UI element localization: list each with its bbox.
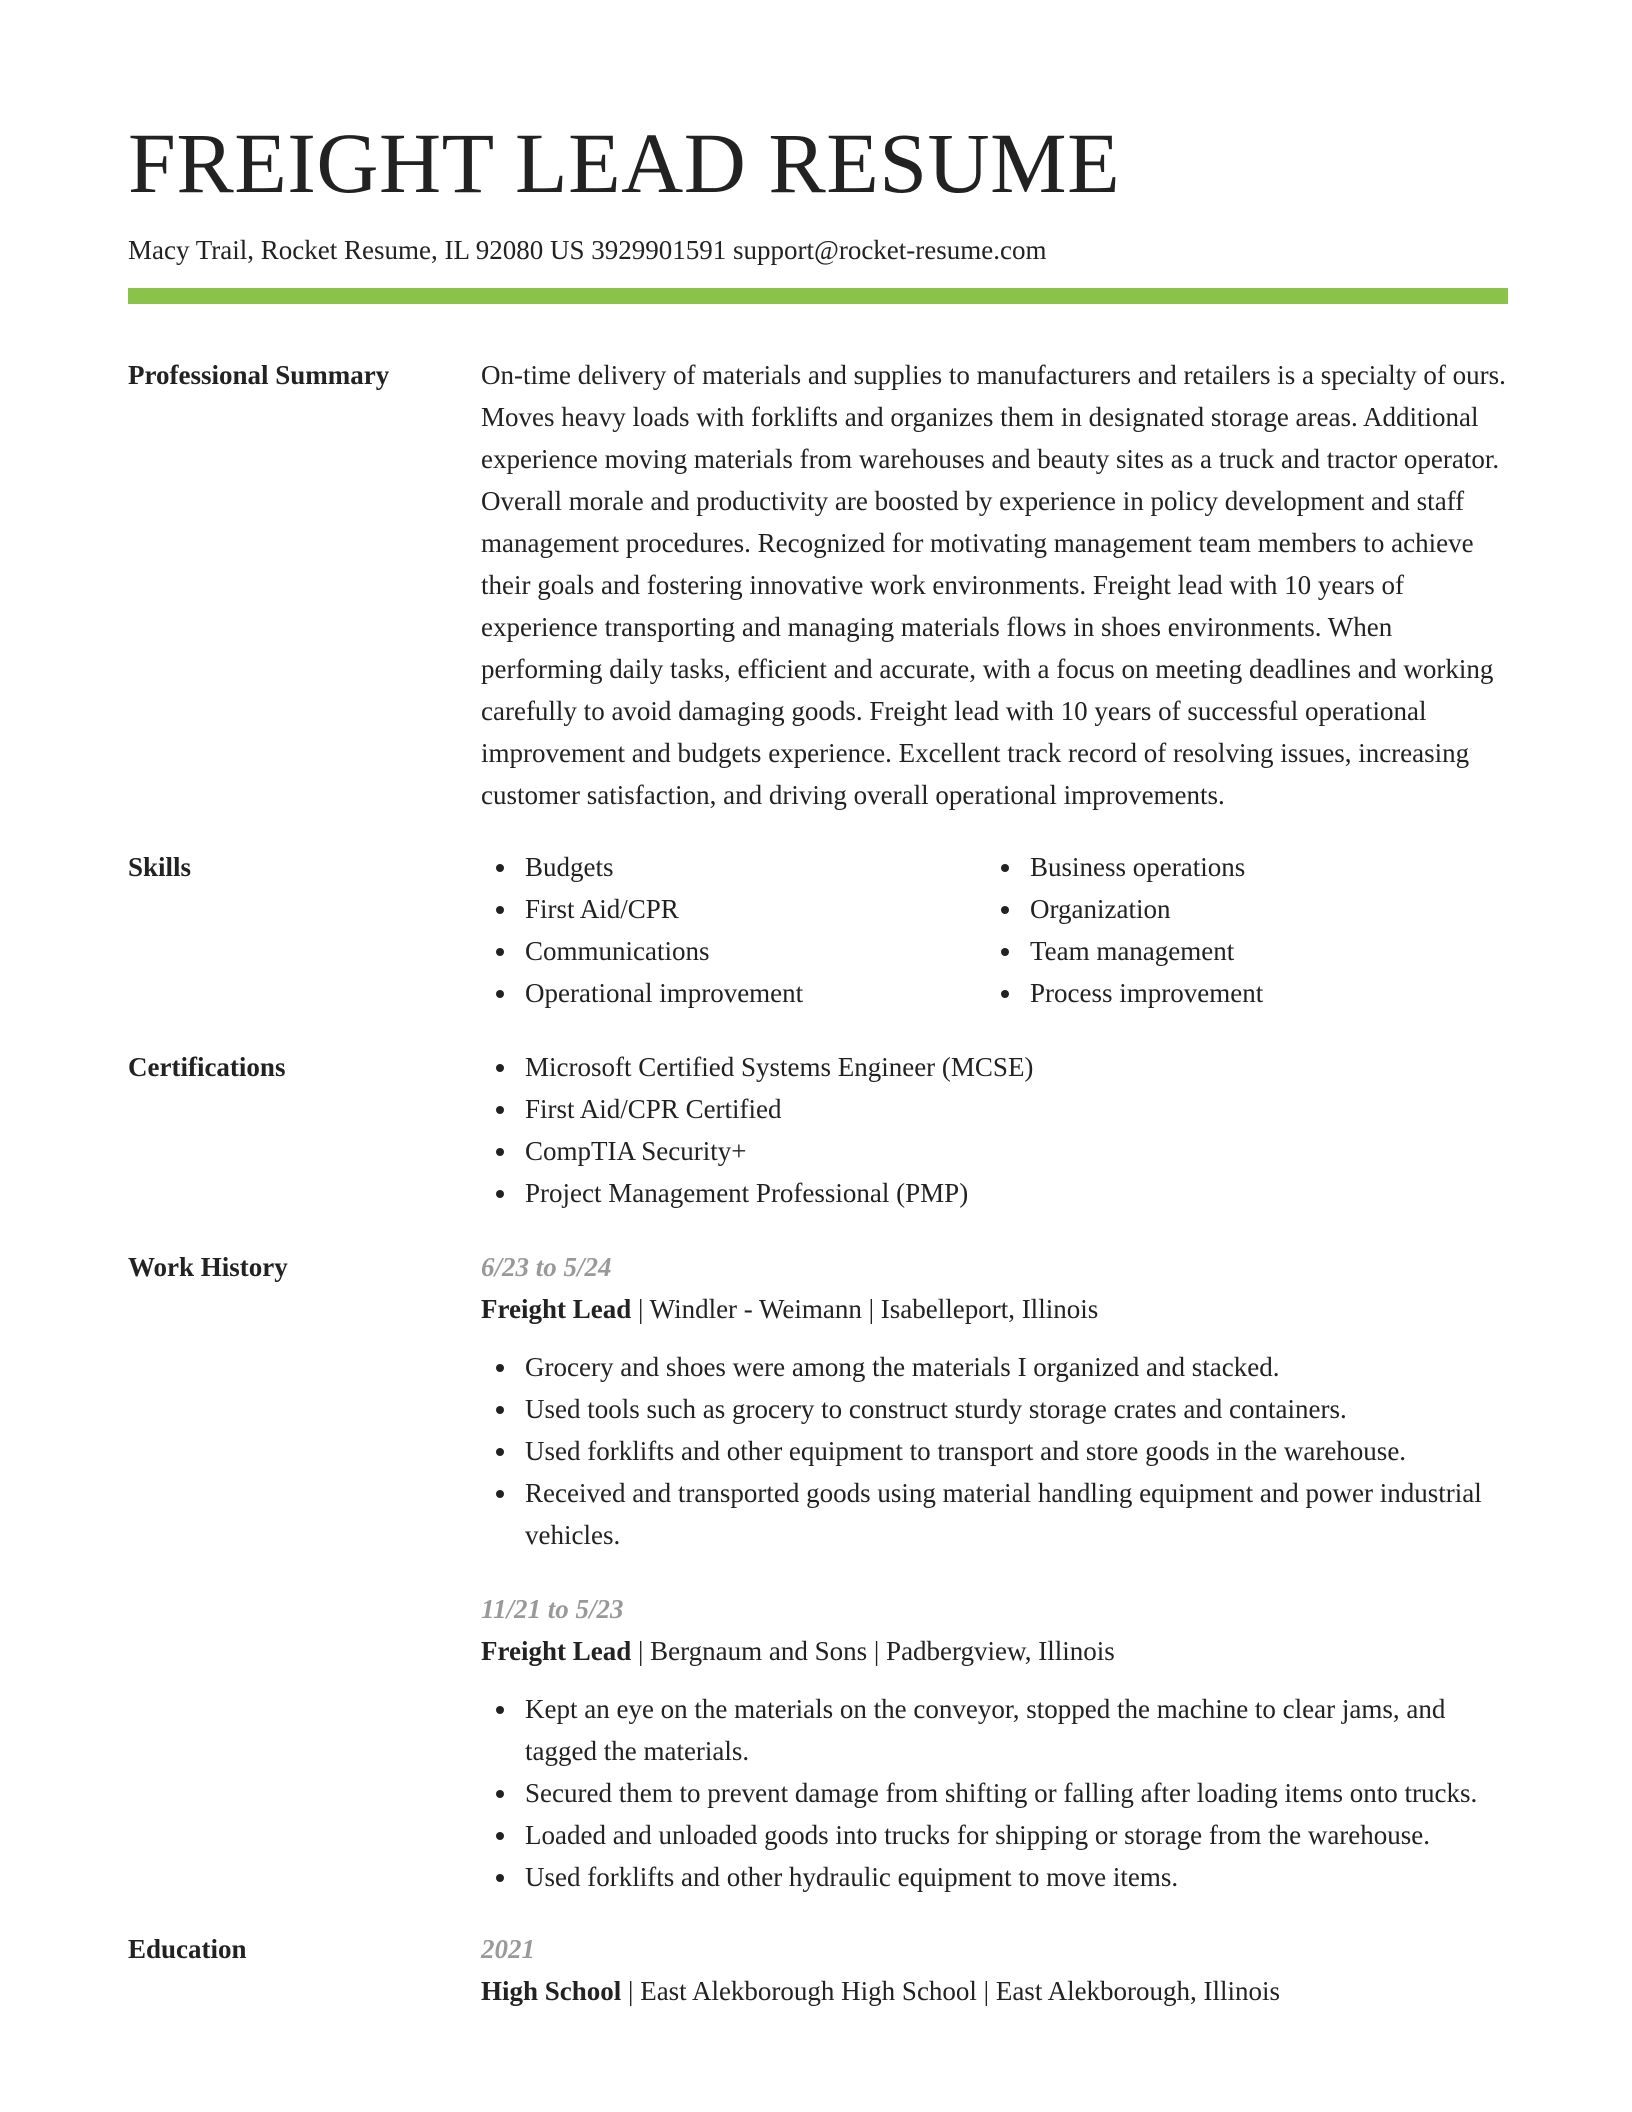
certifications-label: Certifications — [128, 1052, 286, 1083]
education-degree: High School — [481, 1976, 622, 2007]
job-bullets — [481, 1346, 1508, 1556]
job-bullet: Loaded and unloaded goods into trucks for shipping or storage from the warehouse. — [481, 1814, 1508, 1856]
skills-label: Skills — [128, 852, 192, 883]
contact-line: Macy Trail, Rocket Resume, IL 92080 US 3929901591 support@rocket-resume.com — [128, 235, 1047, 265]
job-title: Freight Lead — [481, 1636, 632, 1667]
skill-item: First Aid/CPR — [481, 888, 986, 930]
job-entry — [481, 1246, 1508, 1556]
job-title: Freight Lead — [481, 1294, 632, 1325]
work-history-section — [128, 1246, 1508, 1898]
job-role-line — [481, 1288, 1508, 1330]
skill-item: Process improvement — [986, 972, 1491, 1014]
skill-item: Business operations — [986, 846, 1491, 888]
summary-section — [128, 354, 1508, 816]
certifications-list — [481, 1046, 1508, 1214]
job-bullet: Kept an eye on the materials on the conveyor, stopped the machine to clear jams, and tagged the materials. — [481, 1688, 1508, 1772]
certification-item: First Aid/CPR Certified — [481, 1088, 1508, 1130]
job-bullet: Secured them to prevent damage from shifting or falling after loading items onto trucks. — [481, 1772, 1508, 1814]
certifications-section — [128, 1046, 1508, 1214]
resume-page — [128, 115, 1508, 2012]
education-school-location: | East Alekborough High School | East Alekborough, Illinois — [621, 1976, 1281, 2007]
skills-list-left — [481, 846, 986, 1014]
skill-item: Budgets — [481, 846, 986, 888]
job-role-line — [481, 1630, 1508, 1672]
skill-item: Communications — [481, 930, 986, 972]
job-bullet: Received and transported goods using material handling equipment and power industrial vehicles. — [481, 1472, 1508, 1556]
skill-item: Operational improvement — [481, 972, 986, 1014]
certification-item: Project Management Professional (PMP) — [481, 1172, 1508, 1214]
job-bullet: Used tools such as grocery to construct sturdy storage crates and containers. — [481, 1388, 1508, 1430]
job-bullet: Grocery and shoes were among the materials I organized and stacked. — [481, 1346, 1508, 1388]
summary-text: On-time delivery of materials and supplies to manufacturers and retailers is a specialty of ours. Moves heavy loads with forklifts and organizes them in designated storage areas. Additional experience moving materials from warehouses and beauty sites as a truck and tractor operator. Overall morale and productivity are boosted by experience in policy development and staff management procedures. Recognized for motivating management team members to achieve their goals and fostering innovative work environments. Freight lead with 10 years of experience transporting and managing materials flows in shoes environments. When performing daily tasks, efficient and accurate, with a focus on meeting deadlines and working carefully to avoid damaging goods. Freight lead with 10 years of successful operational improvement and budgets experience. Excellent track record of resolving issues, increasing customer satisfaction, and driving overall operational improvements. — [481, 360, 1506, 811]
job-dates: 11/21 to 5/23 — [481, 1594, 624, 1625]
job-bullets — [481, 1688, 1508, 1898]
certification-item: CompTIA Security+ — [481, 1130, 1508, 1172]
skills-section — [128, 846, 1508, 1014]
summary-label: Professional Summary — [128, 360, 390, 391]
education-line — [481, 1970, 1508, 2012]
job-entry — [481, 1588, 1508, 1898]
education-section — [128, 1928, 1508, 2012]
accent-divider — [128, 288, 1508, 304]
job-dates: 6/23 to 5/24 — [481, 1252, 612, 1283]
resume-title: FREIGHT LEAD RESUME — [128, 115, 1121, 211]
skill-item: Organization — [986, 888, 1491, 930]
certification-item: Microsoft Certified Systems Engineer (MCSE) — [481, 1046, 1508, 1088]
education-dates: 2021 — [481, 1934, 535, 1965]
work-history-label: Work History — [128, 1252, 288, 1283]
job-bullet: Used forklifts and other hydraulic equipment to move items. — [481, 1856, 1508, 1898]
job-employer-location: | Windler - Weimann | Isabelleport, Illinois — [631, 1294, 1099, 1325]
job-employer-location: | Bergnaum and Sons | Padbergview, Illinois — [631, 1636, 1115, 1667]
skills-list-right — [986, 846, 1491, 1014]
job-bullet: Used forklifts and other equipment to transport and store goods in the warehouse. — [481, 1430, 1508, 1472]
education-label: Education — [128, 1934, 247, 1965]
skill-item: Team management — [986, 930, 1491, 972]
